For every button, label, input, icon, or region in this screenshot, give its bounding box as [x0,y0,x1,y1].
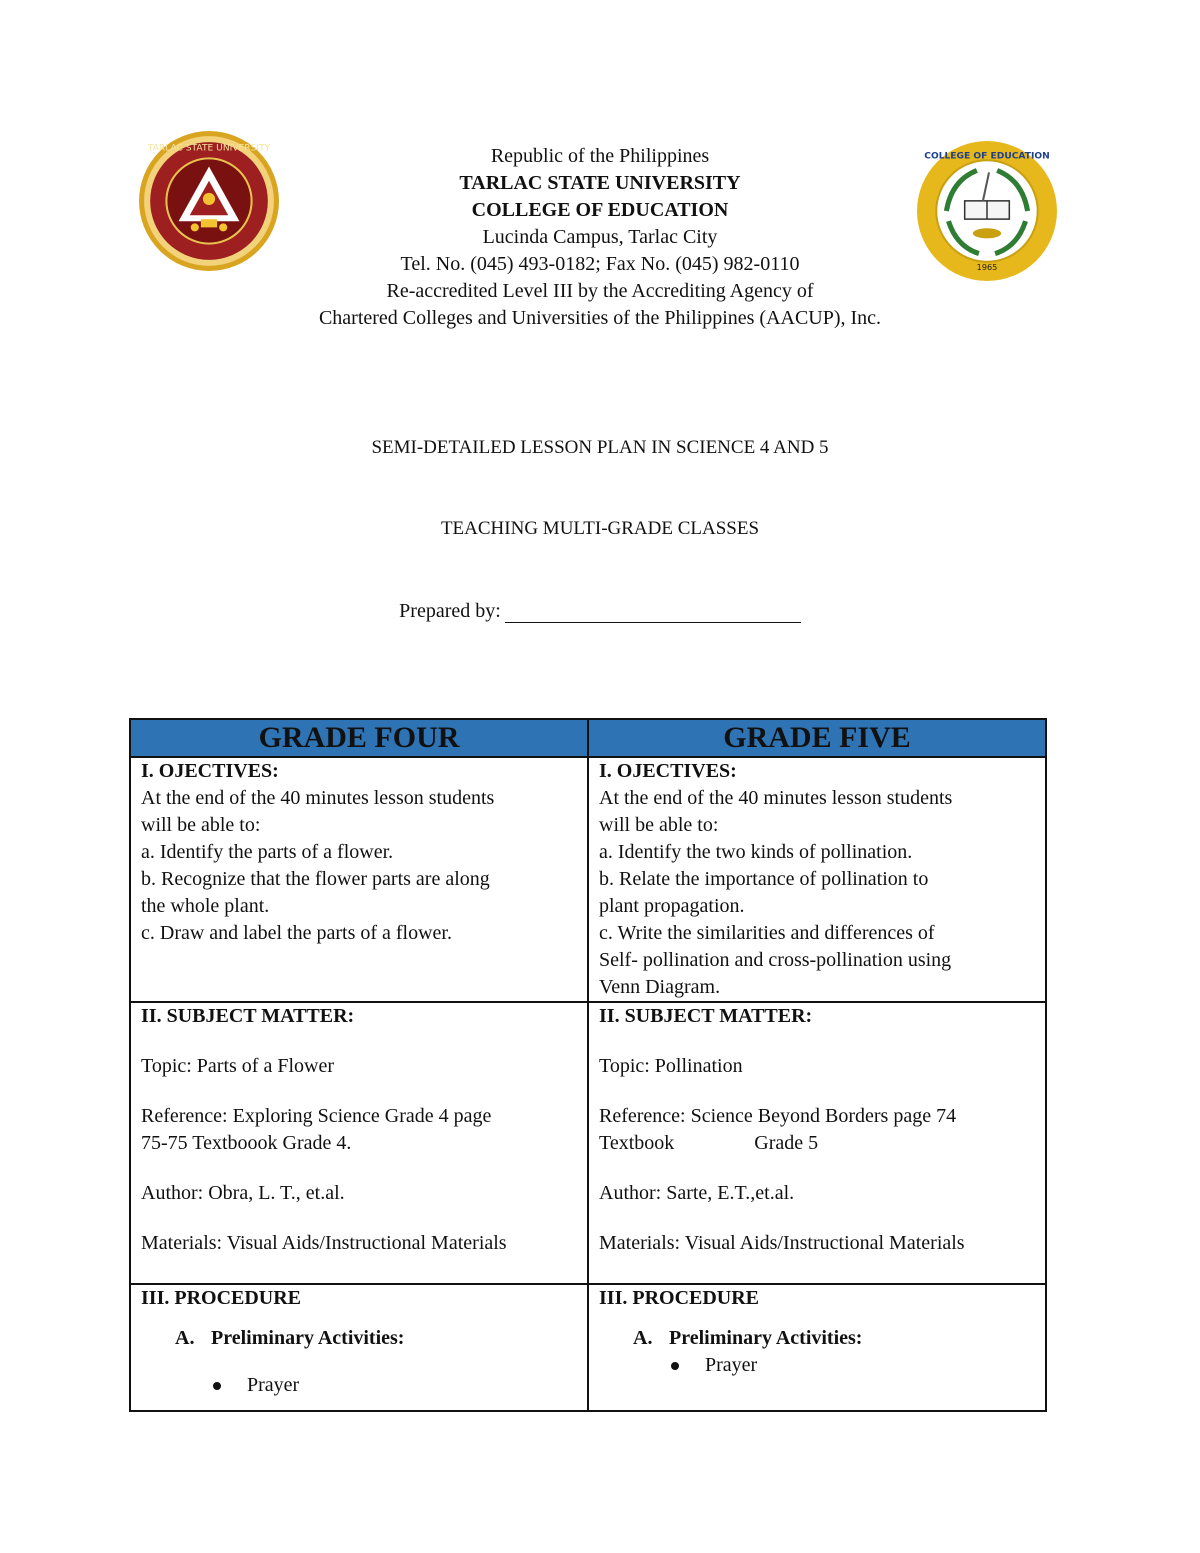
objective-line: will be able to: [141,814,261,836]
prayer-item: Prayer [247,1374,300,1396]
objective-line: At the end of the 40 minutes lesson students [599,787,953,809]
topic: Topic: Pollination [599,1055,743,1077]
subject-matter-heading: II. SUBJECT MATTER: [141,1005,355,1027]
prepared-by-blank-line [505,598,801,623]
list-item [599,1352,1035,1379]
grade-five-objectives [588,757,1046,1002]
author: Author: Sarte, E.T.,et.al. [599,1182,795,1204]
republic-line: Republic of the Philippines [490,145,710,167]
reference: 75-75 Textboook Grade 4. [141,1132,352,1154]
svg-text:COLLEGE OF EDUCATION: COLLEGE OF EDUCATION [924,151,1050,162]
reference: Textbook Grade 5 [599,1132,819,1154]
letterhead [200,143,1000,332]
svg-text:TARLAC STATE UNIVERSITY: TARLAC STATE UNIVERSITY [147,143,271,154]
teaching-subtitle: TEACHING MULTI-GRADE CLASSES [440,518,760,539]
university-name: TARLAC STATE UNIVERSITY [459,172,741,194]
objective-line: c. Draw and label the parts of a flower. [141,922,452,944]
preliminary-activities [599,1325,1035,1352]
bullet-icon [671,1362,679,1370]
materials: Materials: Visual Aids/Instructional Materials [599,1232,965,1254]
objectives-row [130,757,1046,1002]
prepared-by [0,598,1200,623]
svg-text:1965: 1965 [976,261,998,272]
prepared-by-label: Prepared by: [399,600,501,622]
campus-line: Lucinda Campus, Tarlac City [482,226,718,248]
subject-matter-row [130,1002,1046,1284]
bullet-icon [213,1382,221,1390]
objective-line: Venn Diagram. [599,976,721,998]
grade-five-procedure [588,1284,1046,1411]
objectives-heading: I. OJECTIVES: [599,760,737,782]
column-header-grade-five: GRADE FIVE [588,719,1046,757]
accreditation-line-2: Chartered Colleges and Universities of the Philippines (AACUP), Inc. [318,307,882,329]
grade-four-objectives [130,757,588,1002]
materials: Materials: Visual Aids/Instructional Materials [141,1232,507,1254]
topic: Topic: Parts of a Flower [141,1055,335,1077]
objectives-heading: I. OJECTIVES: [141,760,279,782]
grade-four-procedure [130,1284,588,1411]
accreditation-line-1: Re-accredited Level III by the Accrediting Agency of [386,280,814,302]
lesson-plan-table [129,718,1047,1412]
procedure-heading: III. PROCEDURE [599,1287,760,1309]
objective-line: the whole plant. [141,895,270,917]
list-item [141,1372,577,1399]
procedure-heading: III. PROCEDURE [141,1287,302,1309]
objective-line: b. Recognize that the flower parts are along [141,868,490,890]
subject-matter-heading: II. SUBJECT MATTER: [599,1005,813,1027]
preliminary-activities [141,1325,577,1352]
contact-line: Tel. No. (045) 493-0182; Fax No. (045) 982-0110 [400,253,800,275]
objective-line: c. Write the similarities and differences of [599,922,935,944]
author: Author: Obra, L. T., et.al. [141,1182,345,1204]
objective-line: b. Relate the importance of pollination to [599,868,929,890]
grade-four-subject-matter [130,1002,588,1284]
preliminary-activities-label: Preliminary Activities: [211,1327,405,1349]
table-header-row [130,719,1046,757]
list-letter: A. [175,1327,195,1349]
objective-line: plant propagation. [599,895,745,917]
lesson-plan-title: SEMI-DETAILED LESSON PLAN IN SCIENCE 4 AND 5 [371,437,829,458]
objective-line: a. Identify the parts of a flower. [141,841,394,863]
reference: Reference: Science Beyond Borders page 74 [599,1105,957,1127]
objective-line: will be able to: [599,814,719,836]
preliminary-activities-label: Preliminary Activities: [669,1327,863,1349]
objective-line: At the end of the 40 minutes lesson students [141,787,495,809]
prayer-item: Prayer [705,1354,758,1376]
reference: Reference: Exploring Science Grade 4 page [141,1105,492,1127]
list-letter: A. [633,1327,653,1349]
objective-line: a. Identify the two kinds of pollination. [599,841,913,863]
objective-line: Self- pollination and cross-pollination using [599,949,952,971]
procedure-row [130,1284,1046,1411]
grade-five-subject-matter [588,1002,1046,1284]
college-name: COLLEGE OF EDUCATION [471,199,729,221]
column-header-grade-four: GRADE FOUR [130,719,588,757]
